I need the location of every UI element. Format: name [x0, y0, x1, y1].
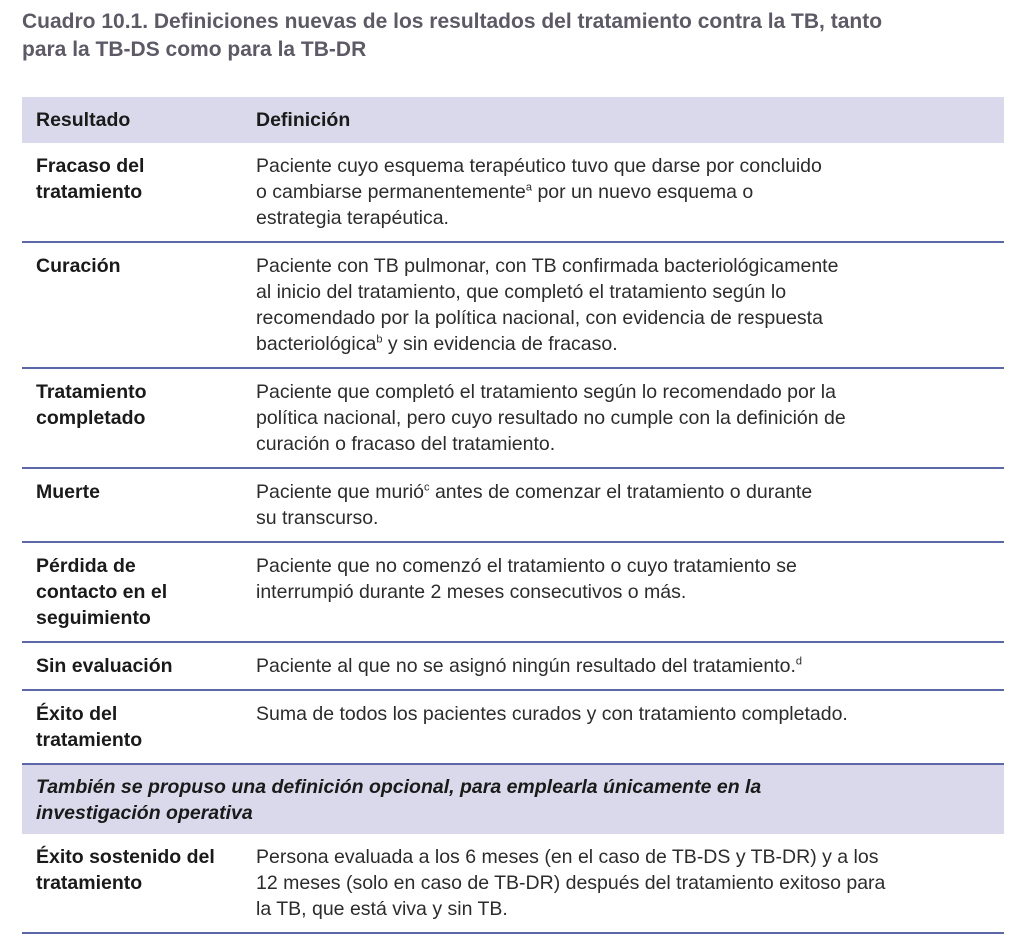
- definition-text: recomendado por la política nacional, con evidencia de respuesta: [256, 307, 823, 329]
- definition-text: Paciente con TB pulmonar, con TB confirmada bacteriológicamente: [256, 255, 839, 277]
- row-definition: [256, 469, 1004, 541]
- row-term-line: Fracaso del: [36, 155, 145, 177]
- row-definition-line: [256, 153, 994, 179]
- table-title-line: para la TB-DS como para la TB-DR: [22, 38, 367, 61]
- row-term-line: completado: [36, 407, 146, 429]
- header-resultado: Resultado: [36, 109, 131, 131]
- row-definition-line: [256, 553, 994, 579]
- header-definicion: Definición: [256, 109, 351, 131]
- band-line: investigación operativa: [36, 802, 253, 824]
- table-body: [22, 143, 1004, 765]
- definition-text: al inicio del tratamiento, que completó el tratamiento según lo: [256, 281, 787, 303]
- row-term-line: tratamiento: [36, 729, 143, 751]
- table-title-line: Cuadro 10.1. Definiciones nuevas de los resultados del tratamiento contra la TB, tanto: [22, 10, 883, 33]
- row-definition: [256, 643, 1004, 689]
- optional-table-body: [22, 834, 1004, 934]
- row-definition-line: [256, 844, 994, 870]
- definition-text: Paciente que completó el tratamiento según lo recomendado por la: [256, 381, 836, 403]
- row-term-line: Pérdida de: [36, 555, 136, 577]
- row-term: [22, 643, 256, 689]
- definition-text: o cambiarse permanentemente: [256, 181, 526, 203]
- band-line: También se propuso una definición opcional, para emplearla únicamente en la: [36, 776, 762, 798]
- footnote-marker: d: [795, 655, 802, 668]
- definition-text: Paciente cuyo esquema terapéutico tuvo que darse por concluido: [256, 155, 822, 177]
- row-definition-line: [256, 179, 994, 205]
- row-definition: [256, 834, 1004, 932]
- row-definition: [256, 543, 1004, 641]
- table-row: [22, 834, 1004, 934]
- row-definition-line: [256, 701, 994, 727]
- row-definition: [256, 143, 1004, 241]
- row-term-line: seguimiento: [36, 607, 151, 629]
- definition-text: Paciente al que no se asignó ningún resultado del tratamiento.: [256, 655, 796, 677]
- row-definition-line: [256, 653, 994, 679]
- definition-text: bacteriológica: [256, 333, 377, 355]
- row-definition-line: [256, 205, 994, 231]
- row-definition-line: [256, 479, 994, 505]
- row-term: [22, 369, 256, 467]
- table-row: [22, 469, 1004, 543]
- table-header-row: [22, 97, 1004, 143]
- table-row: [22, 143, 1004, 243]
- row-term-line: tratamiento: [36, 181, 143, 203]
- definition-text: Persona evaluada a los 6 meses (en el caso de TB-DS y TB-DR) y a los: [256, 846, 879, 868]
- definition-text: Paciente que murió: [256, 481, 425, 503]
- definition-text: política nacional, pero cuyo resultado no cumple con la definición de: [256, 407, 846, 429]
- definition-text-after: antes de comenzar el tratamiento o durante: [429, 481, 813, 503]
- row-term: [22, 691, 256, 763]
- definition-text: 12 meses (solo en caso de TB-DR) después del tratamiento exitoso para: [256, 872, 886, 894]
- row-definition: [256, 691, 1004, 763]
- table-row: [22, 369, 1004, 469]
- table-row: [22, 243, 1004, 369]
- table-row: [22, 691, 1004, 765]
- table-title: [22, 8, 1007, 64]
- row-term-line: Éxito del: [36, 703, 118, 725]
- row-definition-line: [256, 305, 994, 331]
- definition-text: estrategia terapéutica.: [256, 207, 449, 229]
- definition-text: la TB, que está viva y sin TB.: [256, 898, 508, 920]
- row-definition-line: [256, 579, 994, 605]
- row-definition-line: [256, 870, 994, 896]
- footnote-marker: c: [424, 481, 430, 494]
- row-definition-line: [256, 279, 994, 305]
- row-definition: [256, 243, 1004, 367]
- row-term-line: tratamiento: [36, 872, 143, 894]
- row-definition-line: [256, 405, 994, 431]
- row-definition-line: [256, 431, 994, 457]
- definition-text: interrumpió durante 2 meses consecutivos o más.: [256, 581, 687, 603]
- row-term-line: Éxito sostenido del: [36, 846, 215, 868]
- row-definition-line: [256, 896, 994, 922]
- row-definition-line: [256, 331, 994, 357]
- row-term: [22, 834, 256, 932]
- row-term-line: contacto en el: [36, 581, 168, 603]
- row-term: [22, 243, 256, 367]
- row-term: [22, 543, 256, 641]
- definition-text-after: y sin evidencia de fracaso.: [382, 333, 618, 355]
- row-term-line: Muerte: [36, 481, 100, 503]
- footnote-marker: a: [525, 181, 533, 194]
- row-definition-line: [256, 253, 994, 279]
- row-definition-line: [256, 379, 994, 405]
- definition-text: Suma de todos los pacientes curados y con tratamiento completado.: [256, 703, 848, 725]
- row-term: [22, 143, 256, 241]
- row-term-line: Tratamiento: [36, 381, 147, 403]
- table-row: [22, 543, 1004, 643]
- definitions-table: [22, 97, 1004, 934]
- definition-text-after: por un nuevo esquema o: [532, 181, 754, 203]
- definition-text: curación o fracaso del tratamiento.: [256, 433, 556, 455]
- definition-text: Paciente que no comenzó el tratamiento o cuyo tratamiento se: [256, 555, 797, 577]
- row-term-line: Curación: [36, 255, 121, 277]
- optional-definition-band: [22, 765, 1004, 834]
- definition-text: su transcurso.: [256, 507, 379, 529]
- row-term-line: Sin evaluación: [36, 655, 173, 677]
- row-definition: [256, 369, 1004, 467]
- table-row: [22, 643, 1004, 691]
- row-term: [22, 469, 256, 541]
- row-definition-line: [256, 505, 994, 531]
- footnote-marker: b: [376, 333, 383, 346]
